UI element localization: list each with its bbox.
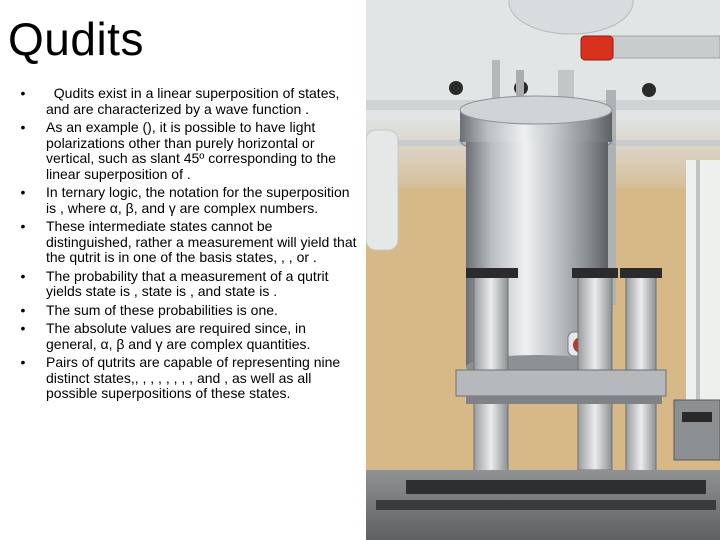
bullet-list [18, 86, 360, 405]
bullet-item [18, 355, 360, 402]
bullet-text: The probability that a measurement of a qutrit yields state is , state is , and state is . [46, 267, 329, 299]
bullet-text: In ternary logic, the notation for the superposition is , where α, β, and γ are complex numbers. [46, 184, 350, 216]
bullet-dot: • [20, 184, 26, 200]
bullet-dot: • [20, 85, 26, 101]
bullet-item [18, 269, 360, 300]
bullet-text: These intermediate states cannot be distinguished, rather a measurement will yield that the qutrit is in one of the basis states, , , or . [46, 218, 357, 265]
bullet-text: Pairs of qutrits are capable of representing nine distinct states,, , , , , , , , and , as well as all possible superpositions of these states. [46, 354, 341, 401]
bullet-dot: • [20, 119, 26, 135]
bullet-dot: • [20, 218, 26, 234]
cryostat-illustration [366, 0, 720, 540]
bullet-text: The absolute values are required since, in general, α, β and γ are complex quantities. [46, 320, 311, 352]
bullet-text: The sum of these probabilities is one. [46, 301, 278, 318]
bullet-dot: • [20, 320, 26, 336]
bullet-dot: • [20, 354, 26, 370]
bullet-text: As an example (), it is possible to have light polarizations other than purely horizontal or vertical, such as slant 45º corresponding to the linear superposition of . [46, 119, 336, 182]
bullet-item [18, 185, 360, 216]
bullet-item [18, 303, 360, 319]
bullet-item [18, 219, 360, 266]
slide-title: Qudits [8, 13, 144, 65]
bullet-item [18, 321, 360, 352]
bullet-dot: • [20, 267, 26, 284]
bullet-dot: • [20, 301, 26, 318]
cryostat-photo [366, 0, 720, 540]
bullet-text: Qudits exist in a linear superposition of states, and are characterized by a wave function . [46, 85, 344, 117]
bullet-item [18, 86, 360, 117]
bullet-item [18, 120, 360, 182]
